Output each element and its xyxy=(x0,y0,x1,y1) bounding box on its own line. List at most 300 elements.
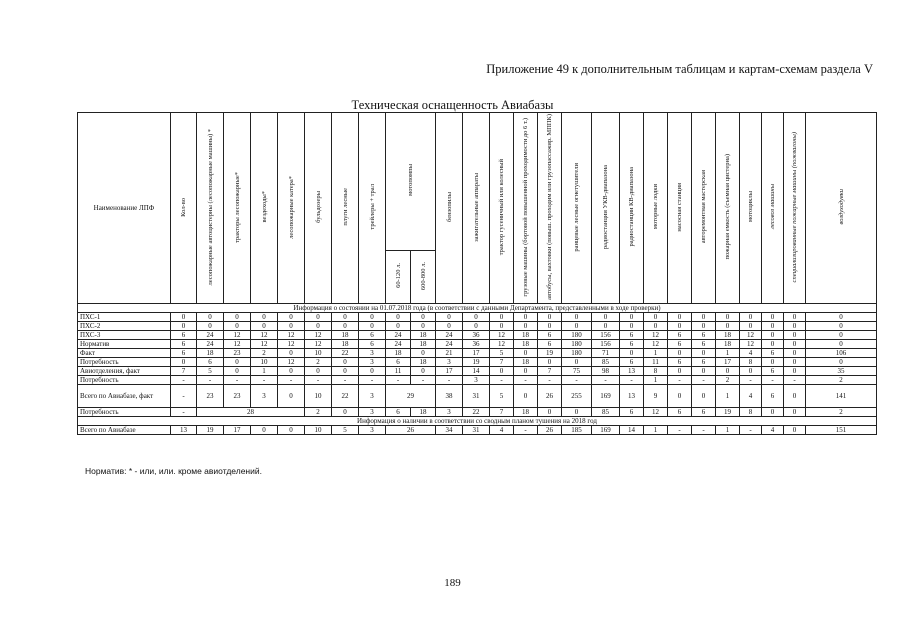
table-cell: 6 xyxy=(171,349,197,358)
table-cell: 4 xyxy=(740,349,762,358)
column-header-label: трактор гусеничный или колесный xyxy=(498,158,505,256)
table-cell: 24 xyxy=(197,331,224,340)
table-cell: - xyxy=(411,376,436,385)
column-header-label: мотопомпы xyxy=(407,164,414,197)
table-cell: 0 xyxy=(668,349,692,358)
table-cell: 21 xyxy=(436,349,463,358)
column-header xyxy=(784,113,806,304)
table-cell: - xyxy=(359,376,386,385)
table-cell: 0 xyxy=(806,322,877,331)
column-subheader xyxy=(386,250,411,303)
table-cell: 12 xyxy=(251,340,278,349)
table-cell: 5 xyxy=(490,385,514,408)
table-cell: 6 xyxy=(359,331,386,340)
table-cell: 0 xyxy=(562,313,592,322)
section-label: Информация о наличии в соответствии со сводным планом тушения на 2018 год xyxy=(78,417,877,426)
table-cell: 12 xyxy=(740,340,762,349)
table-cell: 169 xyxy=(592,426,620,435)
table-cell: 2 xyxy=(305,408,332,417)
table-cell: 0 xyxy=(784,426,806,435)
column-header-label: зажигательные аппараты xyxy=(472,172,480,242)
table-cell: 1 xyxy=(716,385,740,408)
table-cell: 0 xyxy=(806,331,877,340)
table-cell: 12 xyxy=(305,331,332,340)
table-cell: 156 xyxy=(592,340,620,349)
table-cell: 7 xyxy=(538,367,562,376)
table-cell: 0 xyxy=(538,358,562,367)
column-header xyxy=(538,113,562,304)
table-cell: 12 xyxy=(251,331,278,340)
table-cell: 0 xyxy=(490,322,514,331)
table-cell: 0 xyxy=(278,426,305,435)
table-row-plan xyxy=(78,426,877,435)
table-cell: 0 xyxy=(332,367,359,376)
table-cell: 0 xyxy=(411,367,436,376)
table-cell: 17 xyxy=(224,426,251,435)
table-cell: 18 xyxy=(411,331,436,340)
table-cell: 3 xyxy=(359,358,386,367)
table-cell: 18 xyxy=(514,340,538,349)
table-cell: 0 xyxy=(514,349,538,358)
table-cell: 0 xyxy=(171,322,197,331)
table-cell: 6 xyxy=(386,408,411,417)
column-header-label: лесовоз машины xyxy=(769,184,776,230)
column-header xyxy=(278,113,305,304)
table-cell: 38 xyxy=(436,385,463,408)
table-cell: 156 xyxy=(592,331,620,340)
column-header-label: автобусы, вахтовки (повыш. проходим или грузопассажир. МППК) xyxy=(546,114,553,300)
table-cell: 10 xyxy=(305,349,332,358)
table-cell: 141 xyxy=(806,385,877,408)
column-header-label: вездеходы* xyxy=(260,191,268,223)
table-cell: 12 xyxy=(644,408,668,417)
header-row xyxy=(78,113,877,251)
column-header xyxy=(251,113,278,304)
table-cell: 3 xyxy=(359,349,386,358)
table-cell: 18 xyxy=(411,340,436,349)
table-cell: - xyxy=(332,376,359,385)
table-cell: 255 xyxy=(562,385,592,408)
table-cell: 6 xyxy=(620,358,644,367)
column-header xyxy=(332,113,359,304)
table-cell: 6 xyxy=(692,340,716,349)
table-cell: 0 xyxy=(278,349,305,358)
table-cell-merged: 28 xyxy=(197,408,305,417)
table-cell: 18 xyxy=(332,331,359,340)
table-cell: 6 xyxy=(197,358,224,367)
table-cell: 169 xyxy=(592,385,620,408)
table-cell: 6 xyxy=(692,331,716,340)
table-cell: 0 xyxy=(668,322,692,331)
table-cell: 22 xyxy=(332,385,359,408)
table-cell: 12 xyxy=(490,331,514,340)
row-label: Потребность xyxy=(78,376,171,385)
table-cell: 1 xyxy=(716,349,740,358)
table-cell: 0 xyxy=(359,313,386,322)
column-header xyxy=(514,113,538,304)
table-cell: 0 xyxy=(692,367,716,376)
table-cell: 0 xyxy=(806,358,877,367)
table-cell: 5 xyxy=(332,426,359,435)
column-subheader-label: 600-800 л. xyxy=(419,261,427,290)
table-cell: 3 xyxy=(436,358,463,367)
column-header xyxy=(620,113,644,304)
table-cell: - xyxy=(171,385,197,408)
table-cell: 0 xyxy=(411,349,436,358)
table-cell: 12 xyxy=(224,331,251,340)
column-header-label: ранцевые лесные огнетушители xyxy=(573,162,580,252)
table-cell: 0 xyxy=(224,367,251,376)
column-header-label: бензопилы xyxy=(445,192,453,222)
row-label: Факт xyxy=(78,349,171,358)
table-cell: 18 xyxy=(716,340,740,349)
section-label: Информация о состоянии на 01.07.2018 года (в соответствии с данными Департамента, представленными в ходе проверки) xyxy=(78,304,877,313)
table-row-total-need xyxy=(78,408,877,417)
table-cell: 0 xyxy=(784,322,806,331)
table-cell: 12 xyxy=(644,340,668,349)
table-cell: - xyxy=(740,426,762,435)
table-cell: 0 xyxy=(784,331,806,340)
table-cell: 180 xyxy=(562,349,592,358)
table-cell: 85 xyxy=(592,358,620,367)
table-cell: 18 xyxy=(411,408,436,417)
table-cell: 6 xyxy=(359,340,386,349)
table-cell: 3 xyxy=(359,408,386,417)
table-cell: 151 xyxy=(806,426,877,435)
table-cell: 13 xyxy=(620,385,644,408)
table-cell: 0 xyxy=(332,313,359,322)
table-cell: 0 xyxy=(592,322,620,331)
table-cell: 0 xyxy=(644,322,668,331)
table-cell: 18 xyxy=(332,340,359,349)
table-cell: 0 xyxy=(806,313,877,322)
table-cell: 0 xyxy=(692,313,716,322)
table-cell: 0 xyxy=(514,367,538,376)
table-cell: 8 xyxy=(644,367,668,376)
table-cell: 0 xyxy=(332,408,359,417)
table-cell: 0 xyxy=(278,385,305,408)
table-cell: 0 xyxy=(197,322,224,331)
table-cell: 0 xyxy=(251,322,278,331)
table-cell: 0 xyxy=(278,313,305,322)
column-header-label: пожарная емкость (съемная цистерна) xyxy=(724,154,731,260)
table-cell: 0 xyxy=(411,313,436,322)
table-cell: - xyxy=(562,376,592,385)
table-cell: 0 xyxy=(538,313,562,322)
table-cell: 0 xyxy=(224,322,251,331)
table-cell: 19 xyxy=(463,358,490,367)
table-cell: 0 xyxy=(592,313,620,322)
table-cell: 11 xyxy=(386,367,411,376)
table-cell: 0 xyxy=(668,313,692,322)
table-cell: 0 xyxy=(784,358,806,367)
table-cell: 2 xyxy=(716,376,740,385)
table-cell: 0 xyxy=(436,322,463,331)
table-cell: 0 xyxy=(716,322,740,331)
table-cell: 6 xyxy=(762,385,784,408)
column-header xyxy=(305,113,332,304)
table-cell: 0 xyxy=(762,322,784,331)
table-cell: 0 xyxy=(463,322,490,331)
table-cell: 6 xyxy=(668,358,692,367)
table-cell: 11 xyxy=(644,358,668,367)
table-cell: 0 xyxy=(538,408,562,417)
table-cell: 6 xyxy=(668,340,692,349)
table-cell: 180 xyxy=(562,331,592,340)
table-cell: - xyxy=(592,376,620,385)
column-header-label: бульдозеры xyxy=(314,191,322,223)
row-label: Всего по Авиабазе, факт xyxy=(78,385,171,408)
table-cell: - xyxy=(692,426,716,435)
table-cell: 6 xyxy=(620,408,644,417)
table-cell: 0 xyxy=(562,322,592,331)
table-cell: 2 xyxy=(806,376,877,385)
column-header xyxy=(806,113,877,304)
table-cell: 24 xyxy=(436,340,463,349)
table-cell: 6 xyxy=(668,331,692,340)
column-header-label: лесопожарные автоцистерны (лесопожарные машины) * xyxy=(206,128,214,286)
column-header-label: мотоциклы xyxy=(747,191,754,223)
table-cell: - xyxy=(620,376,644,385)
table-cell: 24 xyxy=(197,340,224,349)
table-cell: 17 xyxy=(463,349,490,358)
table-cell: 6 xyxy=(668,408,692,417)
column-header-label: специализированные пожарные машины (пожвагоны) xyxy=(791,131,798,283)
table-cell: 1 xyxy=(251,367,278,376)
table-cell: 1 xyxy=(716,426,740,435)
column-header xyxy=(740,113,762,304)
table-cell: 0 xyxy=(332,322,359,331)
table-cell: 14 xyxy=(620,426,644,435)
table-cell: 0 xyxy=(762,408,784,417)
table-cell: 0 xyxy=(716,313,740,322)
table-cell: 4 xyxy=(762,426,784,435)
table-cell: - xyxy=(514,376,538,385)
table-cell: 5 xyxy=(490,349,514,358)
table-cell: 8 xyxy=(740,408,762,417)
table-cell: 3 xyxy=(463,376,490,385)
table-cell: 6 xyxy=(692,358,716,367)
table-cell: 0 xyxy=(278,367,305,376)
table-cell: 0 xyxy=(620,349,644,358)
table-row-total-fact xyxy=(78,385,877,408)
row-label: Потребность xyxy=(78,408,171,417)
table-cell: 0 xyxy=(716,367,740,376)
column-header xyxy=(762,113,784,304)
table-cell: 1 xyxy=(644,376,668,385)
table-cell: - xyxy=(171,408,197,417)
table-cell: 0 xyxy=(784,385,806,408)
table-cell: 106 xyxy=(806,349,877,358)
column-header xyxy=(224,113,251,304)
table-cell: 85 xyxy=(592,408,620,417)
column-header xyxy=(562,113,592,304)
table-cell: 12 xyxy=(278,340,305,349)
table-cell: 6 xyxy=(762,349,784,358)
table-cell: - xyxy=(305,376,332,385)
table-cell: 3 xyxy=(359,385,386,408)
column-header-label: авторемонтная мастерская xyxy=(700,170,707,244)
row-label: Потребность xyxy=(78,358,171,367)
table-cell: 0 xyxy=(490,313,514,322)
column-header-label: радиостанции УКВ-диапазона xyxy=(602,164,609,250)
table-cell: 18 xyxy=(514,358,538,367)
table-cell: - xyxy=(668,426,692,435)
column-header-label: Кол-во xyxy=(180,197,187,217)
table-cell: 6 xyxy=(386,358,411,367)
table-cell: 6 xyxy=(538,331,562,340)
column-header-name: Наименование ЛПФ xyxy=(78,113,171,304)
table-row xyxy=(78,313,877,322)
page-number: 189 xyxy=(444,577,461,589)
table-cell: 18 xyxy=(411,358,436,367)
table-cell: 0 xyxy=(514,322,538,331)
row-label: Всего по Авиабазе xyxy=(78,426,171,435)
table-cell: 23 xyxy=(224,385,251,408)
column-header-label: грузовые машины (бортовой повышенной проходимости до 6 т.) xyxy=(522,117,529,297)
row-label: ПХС-1 xyxy=(78,313,171,322)
table-cell: 18 xyxy=(386,349,411,358)
table-cell: 23 xyxy=(224,349,251,358)
column-header xyxy=(668,113,692,304)
column-header xyxy=(716,113,740,304)
table-cell: 185 xyxy=(562,426,592,435)
table-cell: 0 xyxy=(514,313,538,322)
table-cell: - xyxy=(538,376,562,385)
table-cell: 0 xyxy=(784,313,806,322)
table-cell: 6 xyxy=(620,340,644,349)
table-cell: 10 xyxy=(305,426,332,435)
table-cell: 98 xyxy=(592,367,620,376)
table-cell: 0 xyxy=(332,358,359,367)
table-cell: 13 xyxy=(171,426,197,435)
table-cell: 0 xyxy=(251,313,278,322)
table-cell: 0 xyxy=(463,313,490,322)
row-label: Авиотделения, факт xyxy=(78,367,171,376)
table-cell: 0 xyxy=(562,408,592,417)
table-cell: 0 xyxy=(171,358,197,367)
table-cell: 0 xyxy=(386,322,411,331)
table-cell: 4 xyxy=(740,385,762,408)
column-header-label: лесопожарные катера* xyxy=(287,175,295,239)
table-cell: 0 xyxy=(740,322,762,331)
table-cell: 0 xyxy=(490,367,514,376)
table-cell: 18 xyxy=(514,408,538,417)
table-cell: 0 xyxy=(762,313,784,322)
table-row xyxy=(78,376,877,385)
table-cell: 2 xyxy=(251,349,278,358)
table-cell: 0 xyxy=(305,322,332,331)
column-header xyxy=(490,113,514,304)
table-cell: 19 xyxy=(197,426,224,435)
table-cell: 0 xyxy=(644,313,668,322)
table-cell: 36 xyxy=(463,331,490,340)
table-cell: 0 xyxy=(692,385,716,408)
section-header-plan xyxy=(78,417,877,426)
table-cell: 0 xyxy=(538,322,562,331)
table-cell: 1 xyxy=(644,349,668,358)
table-cell: 0 xyxy=(806,340,877,349)
table-cell: 26 xyxy=(386,426,436,435)
table-cell: 12 xyxy=(278,331,305,340)
table-cell: 10 xyxy=(305,385,332,408)
table-cell: 0 xyxy=(784,367,806,376)
table-cell: 0 xyxy=(692,349,716,358)
table-cell: 0 xyxy=(740,313,762,322)
table-cell: 2 xyxy=(806,408,877,417)
table-cell: - xyxy=(740,376,762,385)
column-header-label: насосная станция xyxy=(676,182,683,232)
table-cell: 6 xyxy=(538,340,562,349)
table-cell: 22 xyxy=(332,349,359,358)
table-cell: 12 xyxy=(490,340,514,349)
table-cell: 0 xyxy=(436,313,463,322)
table-cell: 0 xyxy=(411,322,436,331)
column-header xyxy=(692,113,716,304)
table-cell: 0 xyxy=(762,358,784,367)
table-cell: 0 xyxy=(668,367,692,376)
table-cell: 0 xyxy=(514,385,538,408)
table-cell: 19 xyxy=(716,408,740,417)
table-cell: 0 xyxy=(784,340,806,349)
table-cell: 12 xyxy=(305,340,332,349)
table-cell: 0 xyxy=(171,313,197,322)
table-cell: 26 xyxy=(538,385,562,408)
section-header-2018 xyxy=(78,304,877,313)
table-cell: 34 xyxy=(436,426,463,435)
table-cell: - xyxy=(251,376,278,385)
table-cell: 24 xyxy=(386,331,411,340)
table-cell: 0 xyxy=(251,426,278,435)
table-cell: 7 xyxy=(490,408,514,417)
table-cell: 0 xyxy=(740,367,762,376)
table-cell: 0 xyxy=(359,322,386,331)
page-title: Техническая оснащенность Авиабазы xyxy=(351,98,554,112)
table-cell: 7 xyxy=(490,358,514,367)
table-cell: 0 xyxy=(784,349,806,358)
table-cell: 19 xyxy=(538,349,562,358)
column-header xyxy=(197,113,224,304)
table-cell: - xyxy=(692,376,716,385)
table-cell: 0 xyxy=(224,358,251,367)
table-cell: 5 xyxy=(197,367,224,376)
column-subheader-label: 60-120 л. xyxy=(394,263,402,289)
column-header xyxy=(359,113,386,304)
table-cell: 0 xyxy=(562,358,592,367)
table-cell: 0 xyxy=(692,322,716,331)
column-subheader xyxy=(411,250,436,303)
column-header xyxy=(463,113,490,304)
table-row xyxy=(78,358,877,367)
table-cell: 18 xyxy=(716,331,740,340)
table-cell: 31 xyxy=(463,426,490,435)
table-cell: 3 xyxy=(436,408,463,417)
table-row xyxy=(78,322,877,331)
table-cell: - xyxy=(514,426,538,435)
table-cell: 0 xyxy=(762,340,784,349)
table-row xyxy=(78,349,877,358)
table-cell: 0 xyxy=(620,322,644,331)
table-cell: 6 xyxy=(171,331,197,340)
table-cell: 14 xyxy=(463,367,490,376)
table-cell: 12 xyxy=(644,331,668,340)
table-cell: 6 xyxy=(620,331,644,340)
table-cell: 0 xyxy=(668,385,692,408)
table-cell: 13 xyxy=(620,367,644,376)
table-cell: 26 xyxy=(538,426,562,435)
table-cell: 24 xyxy=(436,331,463,340)
table-cell: 6 xyxy=(692,408,716,417)
